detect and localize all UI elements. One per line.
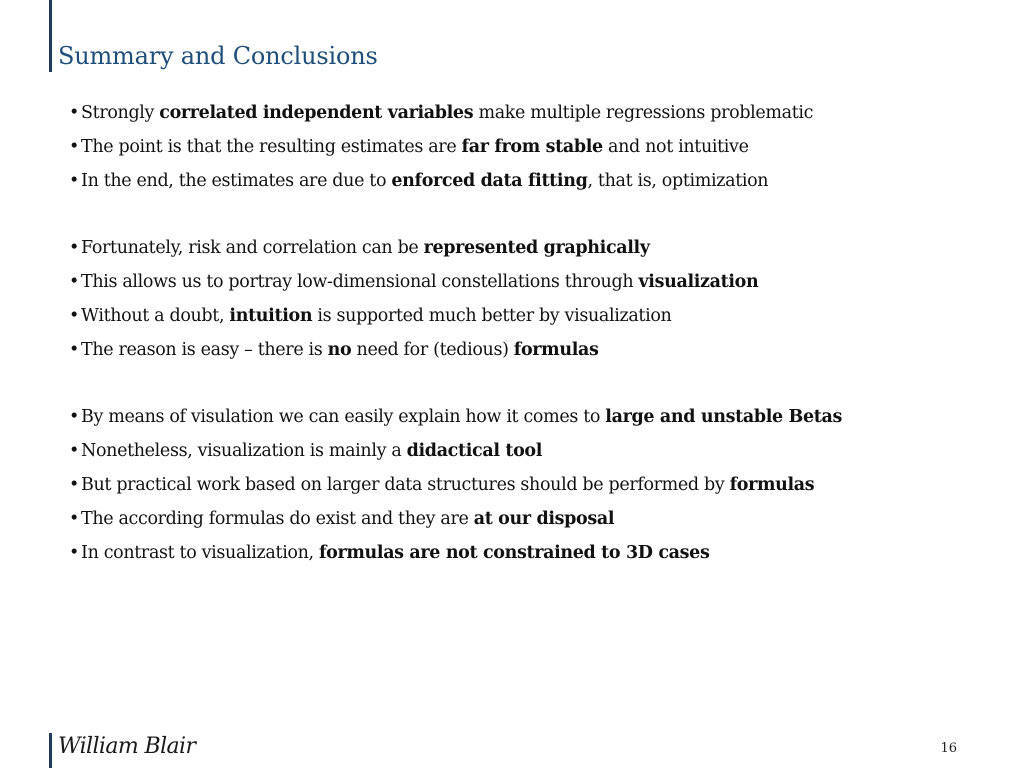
bullet-item: [69, 400, 999, 434]
bullet-text: need for (tedious): [351, 340, 514, 360]
bullet-item: [69, 164, 999, 198]
bullet-item: [69, 299, 999, 333]
bullet-emphasis: formulas are not constrained to 3D cases: [318, 543, 710, 563]
top-accent-bar: [49, 0, 52, 72]
bullet-dot-icon: •: [69, 306, 79, 326]
bullet-text: , that is, optimization: [587, 171, 769, 191]
bullet-dot-icon: •: [69, 103, 79, 123]
bullet-dot-icon: •: [69, 441, 79, 461]
bullet-text: In the end, the estimates are due to: [81, 171, 392, 191]
bullet-emphasis: at our disposal: [473, 509, 615, 529]
bullet-item: [69, 231, 999, 265]
bullet-emphasis: didactical tool: [406, 441, 543, 461]
bullet-emphasis: represented graphically: [423, 238, 650, 258]
bullet-list: [69, 96, 999, 570]
bullet-emphasis: far from stable: [461, 137, 603, 157]
bullet-item: [69, 536, 999, 570]
bullet-text: is supported much better by visualization: [312, 306, 672, 326]
william-blair-logo: William Blair: [58, 734, 196, 759]
bullet-item: [69, 502, 999, 536]
bullet-emphasis: no: [327, 340, 352, 360]
page-number: 16: [940, 741, 957, 756]
bullet-emphasis: visualization: [638, 272, 759, 292]
bullet-dot-icon: •: [69, 171, 79, 191]
bullet-text: make multiple regressions problematic: [473, 103, 814, 123]
bullet-text: Without a doubt,: [81, 306, 230, 326]
bullet-text: The according formulas do exist and they are: [81, 509, 474, 529]
bullet-dot-icon: •: [69, 475, 79, 495]
bullet-emphasis: intuition: [229, 306, 313, 326]
bullet-emphasis: large and unstable Betas: [605, 407, 842, 427]
bullet-dot-icon: •: [69, 407, 79, 427]
bullet-dot-icon: •: [69, 340, 79, 360]
bullet-dot-icon: •: [69, 238, 79, 258]
bullet-text: Fortunately, risk and correlation can be: [81, 238, 424, 258]
bullet-text: Strongly: [81, 103, 160, 123]
bullet-item: [69, 468, 999, 502]
bullet-emphasis: formulas: [513, 340, 599, 360]
slide-title: Summary and Conclusions: [58, 42, 378, 70]
bullet-item: [69, 130, 999, 164]
bullet-item: [69, 333, 999, 367]
bullet-item: [69, 96, 999, 130]
bullet-emphasis: formulas: [729, 475, 815, 495]
bullet-text: By means of visulation we can easily explain how it comes to: [81, 407, 606, 427]
bullet-text: and not intuitive: [602, 137, 749, 157]
bullet-dot-icon: •: [69, 509, 79, 529]
bullet-text: But practical work based on larger data structures should be performed by: [81, 475, 730, 495]
bullet-text: In contrast to visualization,: [81, 543, 319, 563]
bullet-text: The point is that the resulting estimates are: [81, 137, 462, 157]
bullet-dot-icon: •: [69, 272, 79, 292]
bullet-text: The reason is easy – there is: [81, 340, 328, 360]
bullet-item: [69, 434, 999, 468]
bullet-item: [69, 265, 999, 299]
bullet-dot-icon: •: [69, 137, 79, 157]
bullet-text: Nonetheless, visualization is mainly a: [81, 441, 407, 461]
bullet-emphasis: enforced data fitting: [391, 171, 588, 191]
bottom-accent-bar: [49, 733, 52, 768]
bullet-dot-icon: •: [69, 543, 79, 563]
bullet-emphasis: correlated independent variables: [159, 103, 474, 123]
bullet-text: This allows us to portray low-dimensional constellations through: [81, 272, 639, 292]
